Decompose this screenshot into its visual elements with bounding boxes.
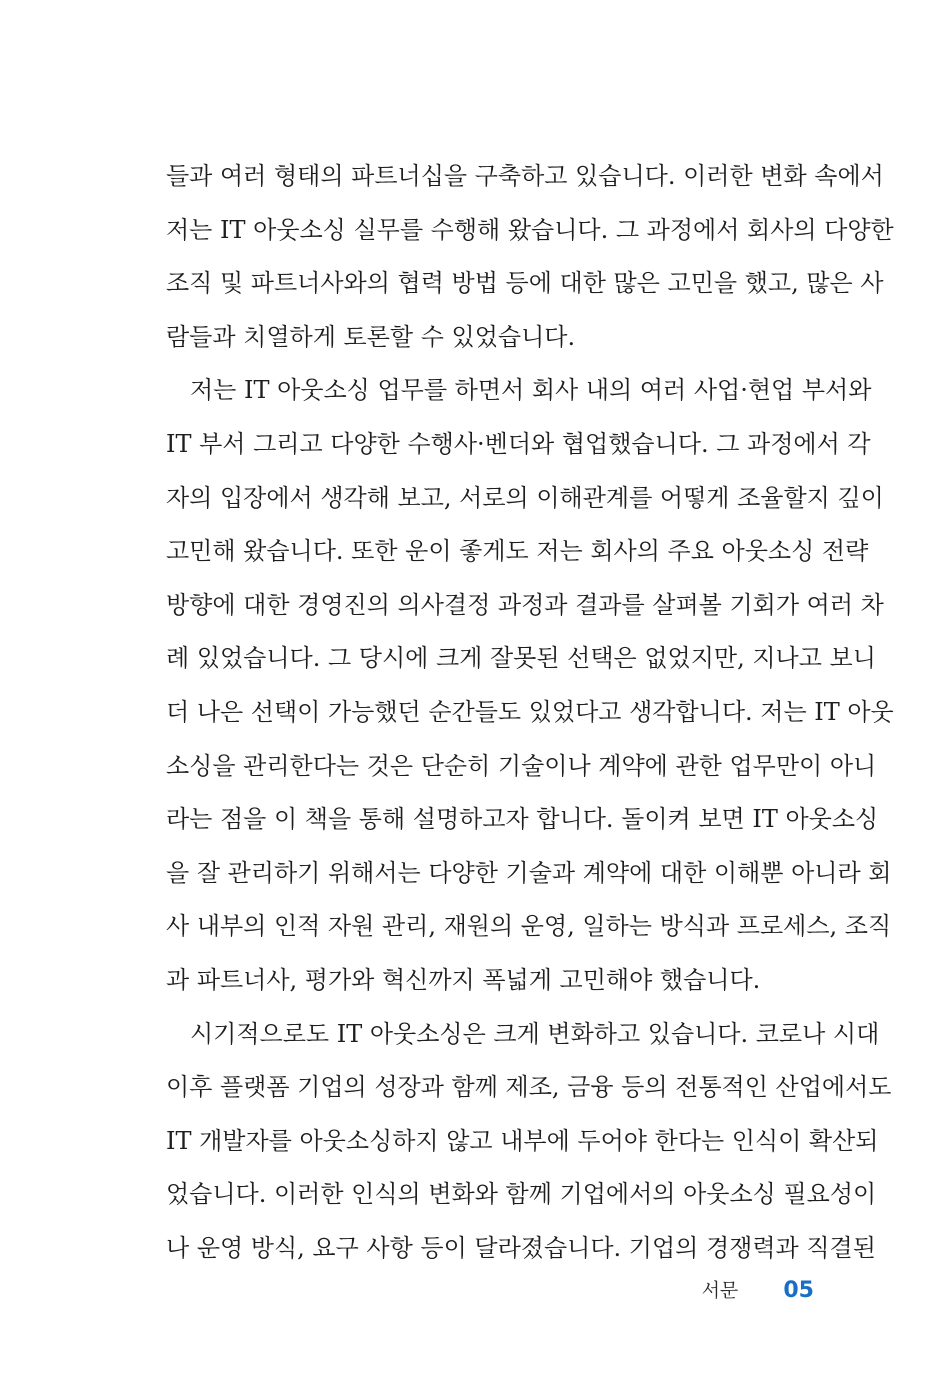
text-line: 시기적으로도 IT 아웃소싱은 크게 변화하고 있습니다. 코로나 시대 <box>190 1019 880 1048</box>
text-line: 었습니다. 이러한 인식의 변화와 함께 기업에서의 아웃소싱 필요성이 <box>166 1180 877 1209</box>
text-line: 라는 점을 이 책을 통해 설명하고자 합니다. 돌이켜 보면 IT 아웃소싱 <box>166 805 879 834</box>
text-line: 례 있었습니다. 그 당시에 크게 잘못된 선택은 없었지만, 지나고 보니 <box>166 644 876 673</box>
text-line: 저는 IT 아웃소싱 업무를 하면서 회사 내의 여러 사업·현업 부서와 <box>190 376 872 405</box>
text-line: 들과 여러 형태의 파트너십을 구축하고 있습니다. 이러한 변화 속에서 <box>166 162 884 190</box>
text-line: 사 내부의 인적 자원 관리, 재원의 운영, 일하는 방식과 프로세스, 조직 <box>166 912 892 941</box>
text-line: 조직 및 파트너사와의 협력 방법 등에 대한 많은 고민을 했고, 많은 사 <box>166 269 884 298</box>
text-line: IT 개발자를 아웃소싱하지 않고 내부에 두어야 한다는 인식이 확산되 <box>166 1126 879 1155</box>
text-line: 방향에 대한 경영진의 의사결정 과정과 결과를 살펴볼 기회가 여러 차 <box>166 590 884 619</box>
paragraph-3 <box>166 1008 892 1276</box>
text-line: 자의 입장에서 생각해 보고, 서로의 이해관계를 어떻게 조율할지 깊이 <box>166 483 884 512</box>
text-line: 고민해 왔습니다. 또한 운이 좋게도 저는 회사의 주요 아웃소싱 전략 <box>166 537 869 566</box>
page-number: 05 <box>783 1277 814 1303</box>
text-line: 소싱을 관리한다는 것은 단순히 기술이나 계약에 관한 업무만이 아니 <box>166 751 877 780</box>
page-body <box>166 150 894 1275</box>
text-line: 을 잘 관리하기 위해서는 다양한 기술과 계약에 대한 이해뿐 아니라 회 <box>166 858 892 887</box>
section-label: 서문 <box>701 1279 739 1302</box>
text-line: 이후 플랫폼 기업의 성장과 함께 제조, 금융 등의 전통적인 산업에서도 <box>166 1073 892 1102</box>
paragraph-1 <box>166 150 894 364</box>
page-footer <box>702 1272 814 1308</box>
text-line: 과 파트너사, 평가와 혁신까지 폭넓게 고민해야 했습니다. <box>166 965 761 994</box>
text-line: 나 운영 방식, 요구 사항 등이 달라졌습니다. 기업의 경쟁력과 직결된 <box>166 1233 876 1262</box>
text-line: IT 부서 그리고 다양한 수행사·벤더와 협업했습니다. 그 과정에서 각 <box>166 429 871 458</box>
text-line: 람들과 치열하게 토론할 수 있었습니다. <box>166 322 576 351</box>
text-line: 더 나은 선택이 가능했던 순간들도 있었다고 생각합니다. 저는 IT 아웃 <box>166 697 894 726</box>
paragraph-2 <box>166 364 894 1007</box>
text-line: 저는 IT 아웃소싱 실무를 수행해 왔습니다. 그 과정에서 회사의 다양한 <box>166 215 894 244</box>
